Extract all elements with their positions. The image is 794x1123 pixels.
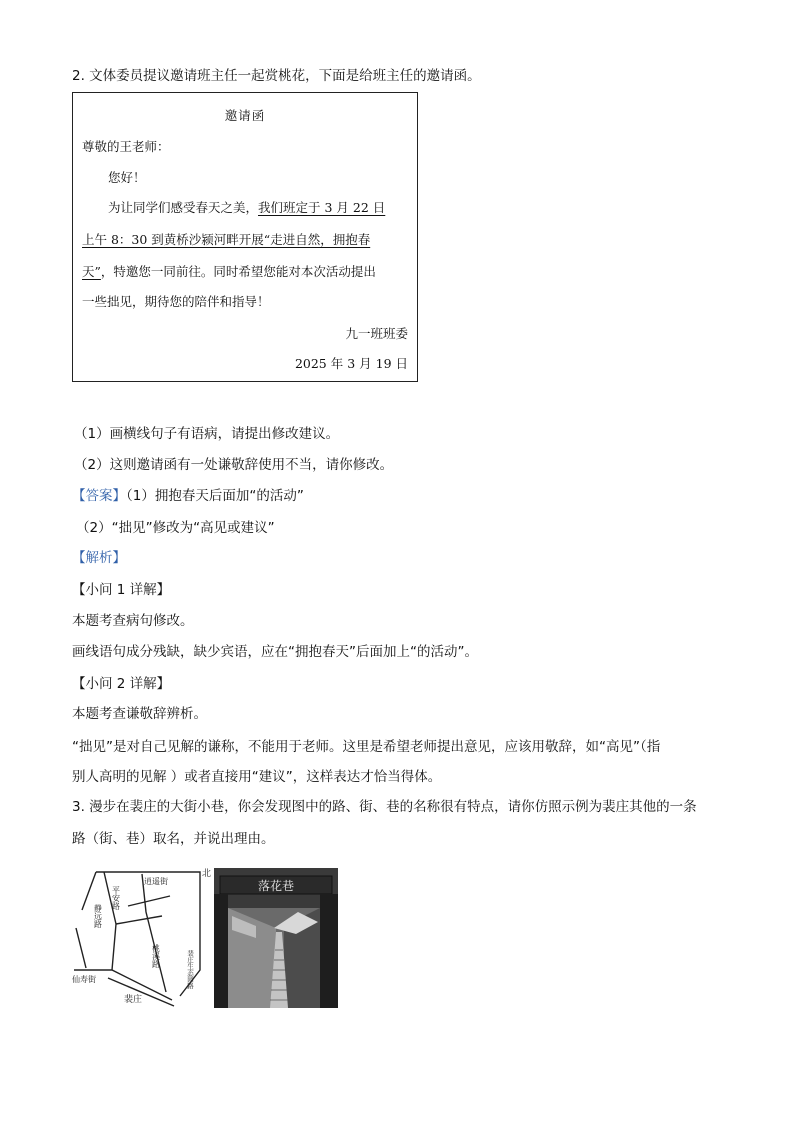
alley-photo xyxy=(214,868,338,1008)
invitation-line-1-plain: 为让同学们感受春天之美， xyxy=(108,200,259,215)
question-2-title: 2. 文体委员提议邀请班主任一起赏桃花，下面是给班主任的邀请函。 xyxy=(72,68,481,84)
map-xianshou-street: 仙寿街 xyxy=(72,975,96,984)
map-xiaoyao-street: 逍遥街 xyxy=(144,877,168,886)
analysis-label: 【解析】 xyxy=(72,550,126,566)
invitation-letter-box xyxy=(72,92,418,382)
map-peizhuang-avenue: 裴庄生态园路 xyxy=(186,950,194,989)
invitation-hello: 您好！ xyxy=(108,170,146,185)
map-peizhuang-label: 裴庄 xyxy=(124,995,143,1005)
street-map xyxy=(72,866,216,1012)
invitation-greeting: 尊敬的王老师： xyxy=(82,139,170,154)
invitation-line-2-underlined: 上午 8：30 到黄桥沙颍河畔开展“走进自然，拥抱春 xyxy=(82,232,371,247)
answer-label: 【答案】 xyxy=(72,488,126,504)
answer-line-1 xyxy=(72,486,304,506)
sub-1-analysis-text-2: 画线语句成分残缺，缺少宾语，应在“拥抱春天”后面加上“的活动”。 xyxy=(72,644,478,660)
sub-2-analysis-heading: 【小问 2 详解】 xyxy=(72,676,171,692)
invitation-date: 2025 年 3 月 19 日 xyxy=(294,356,408,371)
sub-2-analysis-text-2: “拙见”是对自己见解的谦称，不能用于老师。这里是希望老师提出意见，应该用敬辞，如“高见”（指 xyxy=(72,739,661,755)
alley-sign-text: 落花巷 xyxy=(257,879,295,893)
map-taoxi-road: 桃溪路 xyxy=(151,944,161,968)
invitation-signature: 九一班班委 xyxy=(345,326,408,341)
invitation-line-3-plain: ，特邀您一同前往。同时希望您能对本次活动提出 xyxy=(100,264,376,279)
invitation-line-1-underlined: 我们班定于 3 月 22 日 xyxy=(258,200,386,215)
answer-1-text: （1）拥抱春天后面加“的活动” xyxy=(126,488,304,504)
invitation-line-3 xyxy=(82,263,376,281)
invitation-line-2 xyxy=(82,231,370,249)
sub-1-analysis-text-1: 本题考查病句修改。 xyxy=(72,613,194,629)
map-north-label: 北 xyxy=(202,869,212,879)
question-3-line-1: 3. 漫步在裴庄的大街小巷，你会发现图中的路、街、巷的名称很有特点，请你仿照示例为裴庄其他的一条 xyxy=(72,799,697,815)
sub-question-2: （2）这则邀请函有一处谦敬辞使用不当，请你修改。 xyxy=(74,457,394,473)
sub-2-analysis-text-3: 别人高明的见解 ）或者直接用“建议”，这样表达才恰当得体。 xyxy=(72,769,442,785)
sub-question-1: （1）画横线句子有语病，请提出修改建议。 xyxy=(74,426,340,442)
sub-2-analysis-text-1: 本题考查谦敬辞辨析。 xyxy=(72,706,207,722)
invitation-line-4: 一些拙见，期待您的陪伴和指导！ xyxy=(82,294,270,309)
map-pingan-road: 平安路 xyxy=(111,886,121,910)
invitation-title: 邀请函 xyxy=(224,108,266,123)
map-jingyuan-road: 静远路 xyxy=(93,904,103,928)
answer-line-2: （2）“拙见”修改为“高见或建议” xyxy=(76,520,275,536)
sub-1-analysis-heading: 【小问 1 详解】 xyxy=(72,582,171,598)
invitation-line-3-underlined: 天” xyxy=(82,264,101,279)
question-3-line-2: 路（街、巷）取名，并说出理由。 xyxy=(72,831,275,847)
invitation-line-1 xyxy=(108,199,385,217)
